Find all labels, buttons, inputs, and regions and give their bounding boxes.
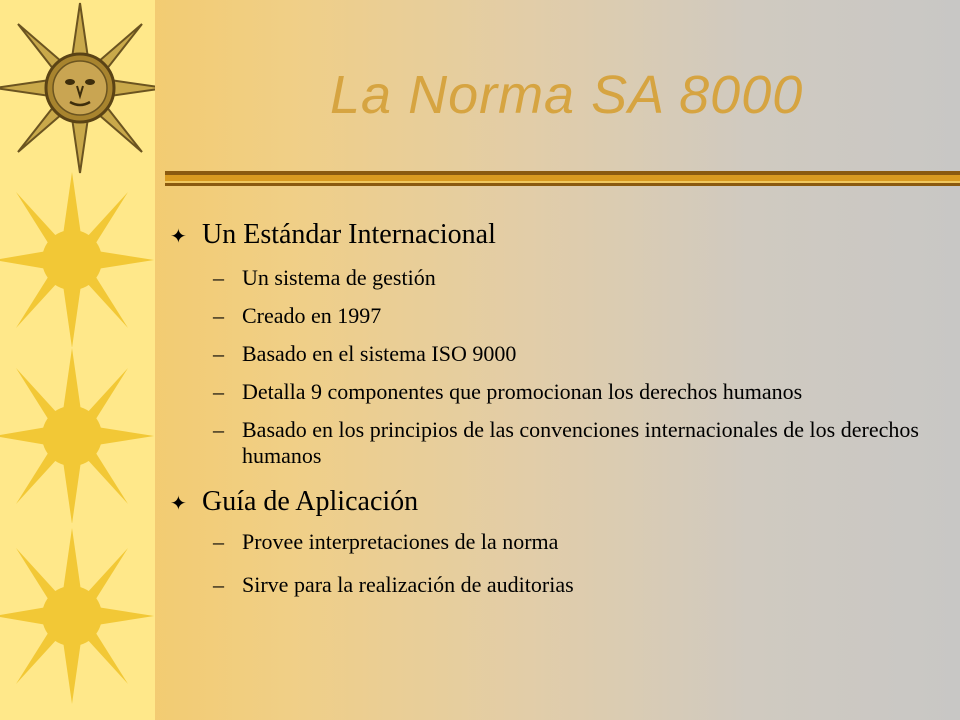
- slide-title: La Norma SA 8000: [330, 65, 804, 125]
- title-divider: [165, 168, 960, 190]
- dash-icon: –: [213, 341, 224, 366]
- bullet-heading: ✦ Un Estándar Internacional: [170, 218, 930, 252]
- sub-bullet: – Basado en el sistema ISO 9000: [213, 341, 517, 366]
- sub-bullet: – Un sistema de gestión: [213, 265, 436, 290]
- dash-icon: –: [213, 572, 224, 597]
- bullet-list: [170, 218, 930, 598]
- sun-face-icon: [0, 0, 155, 175]
- sun-icon: [0, 524, 155, 720]
- dash-icon: –: [213, 265, 224, 290]
- sun-icon: [0, 348, 155, 523]
- sun-icon: [0, 172, 155, 347]
- sub-bullet: – Provee interpretaciones de la norma: [213, 529, 559, 554]
- sub-bullet: – Basado en los principios de las convenciones internacionales de los derechos humanos: [213, 417, 919, 468]
- dash-icon: –: [213, 417, 224, 442]
- dash-icon: –: [213, 303, 224, 328]
- left-decoration-strip: [0, 0, 155, 720]
- dash-icon: –: [213, 529, 224, 554]
- bullet-heading: ✦ Guía de Aplicación: [170, 485, 930, 519]
- sub-bullet: – Detalla 9 componentes que promocionan los derechos humanos: [213, 379, 803, 404]
- star-bullet-icon: ✦: [170, 226, 187, 248]
- star-bullet-icon: ✦: [170, 493, 187, 515]
- sub-bullet: – Sirve para la realización de auditorias: [213, 572, 574, 597]
- sub-bullet: – Creado en 1997: [213, 303, 382, 328]
- dash-icon: –: [213, 379, 224, 404]
